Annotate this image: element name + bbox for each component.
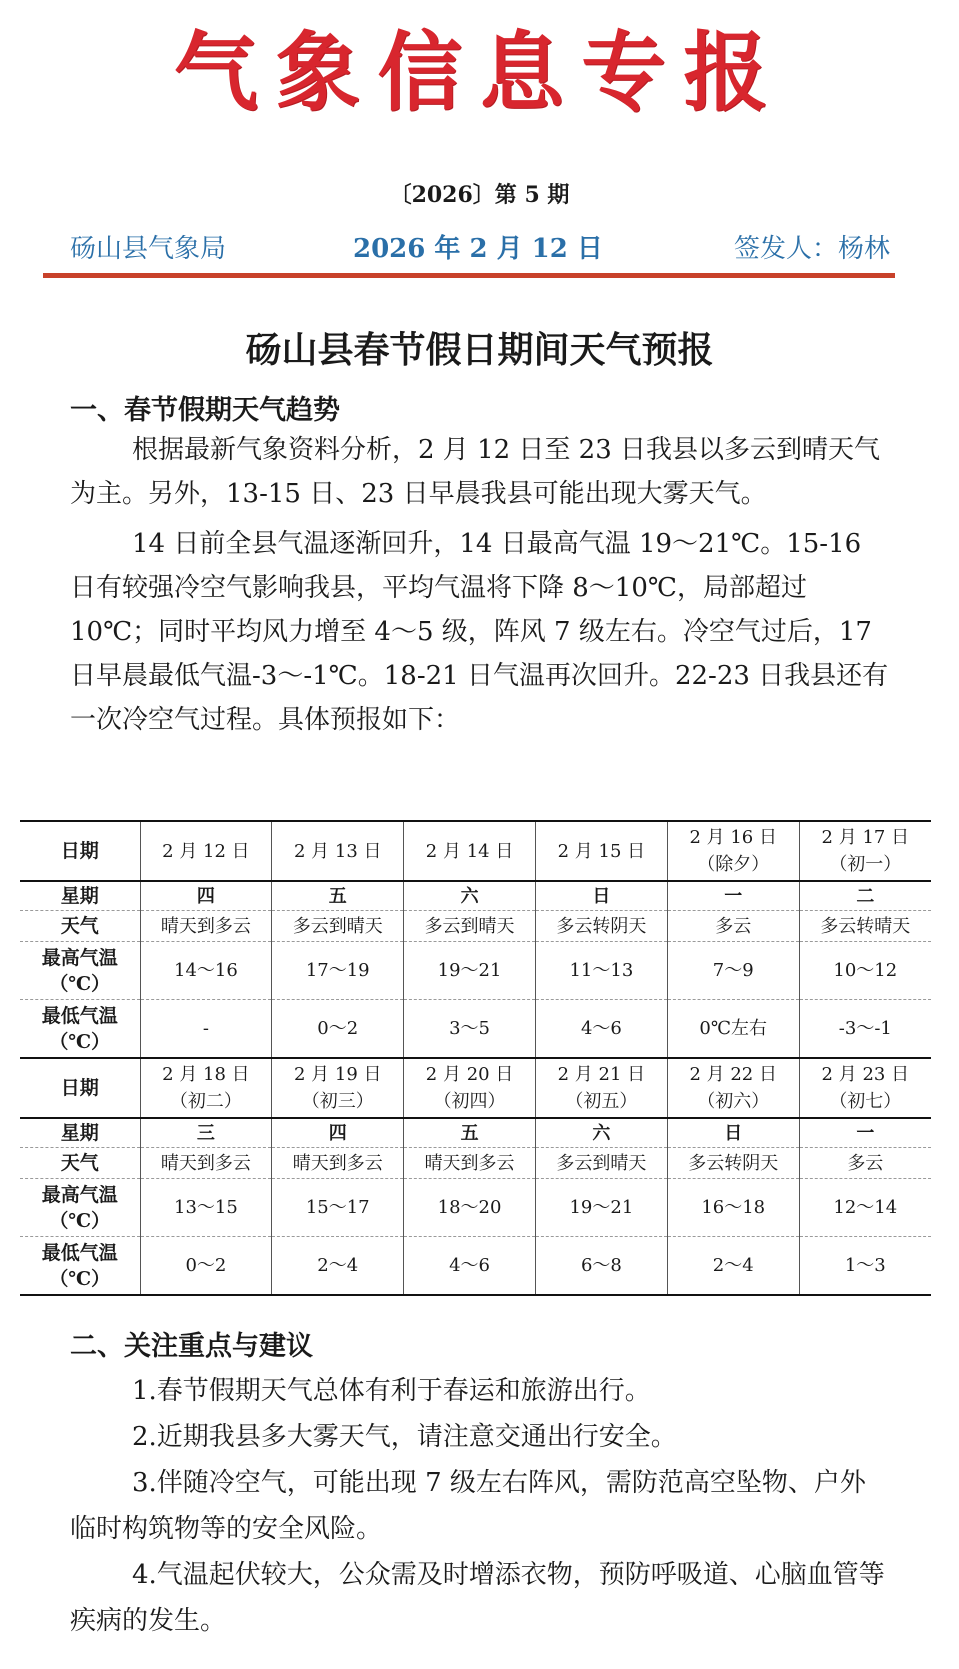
row-label-weekday: 星期 xyxy=(20,1118,140,1148)
weather-cell: 多云转阴天 xyxy=(535,911,667,942)
date-cell: 2 月 23 日 （初七） xyxy=(799,1058,931,1118)
table-row-weekday-2 xyxy=(20,1118,931,1148)
low-temp-cell: - xyxy=(140,1000,272,1059)
suggestion-item: 2.近期我县多大雾天气，请注意交通出行安全。 xyxy=(132,1422,677,1452)
row-label-low: 最低气温 （℃） xyxy=(20,1000,140,1059)
low-temp-cell: 0℃左右 xyxy=(667,1000,799,1059)
row-label-weather: 天气 xyxy=(20,1148,140,1179)
date-cell: 2 月 17 日 （初一） xyxy=(799,821,931,881)
row-label-high: 最高气温 （℃） xyxy=(20,942,140,1000)
high-temp-cell: 11～13 xyxy=(535,942,667,1000)
date-cell: 2 月 18 日 （初二） xyxy=(140,1058,272,1118)
issuing-org: 砀山县气象局 xyxy=(70,234,227,264)
row-label-low: 最低气温 （℃） xyxy=(20,1237,140,1296)
suggestion-item: 3.伴随冷空气，可能出现 7 级左右阵风，需防范高空坠物、户外临时构筑物等的安全风险。 xyxy=(70,1468,866,1544)
weekday-cell: 六 xyxy=(404,881,536,911)
info-line xyxy=(70,228,890,262)
date-cell: 2 月 13 日 xyxy=(272,821,404,881)
row-label-date: 日期 xyxy=(20,1058,140,1118)
high-temp-cell: 12～14 xyxy=(799,1179,931,1237)
high-temp-cell: 15～17 xyxy=(272,1179,404,1237)
masthead-title: 气象信息专报 xyxy=(173,22,786,123)
header-divider xyxy=(43,273,895,278)
signer: 签发人：杨林 xyxy=(733,234,890,264)
table-row-low-1 xyxy=(20,1000,931,1059)
weekday-cell: 五 xyxy=(272,881,404,911)
date-cell: 2 月 14 日 xyxy=(404,821,536,881)
weather-cell: 晴天到多云 xyxy=(140,911,272,942)
weekday-cell: 二 xyxy=(799,881,931,911)
table-row-dates-2 xyxy=(20,1058,931,1118)
row-label-date: 日期 xyxy=(20,821,140,881)
weather-cell: 多云 xyxy=(667,911,799,942)
weekday-cell: 一 xyxy=(667,881,799,911)
weather-cell: 多云转晴天 xyxy=(799,911,931,942)
suggestion-item: 1.春节假期天气总体有利于春运和旅游出行。 xyxy=(132,1376,651,1406)
weather-cell: 多云 xyxy=(799,1148,931,1179)
section-1-heading: 一、春节假期天气趋势 xyxy=(70,395,340,426)
low-temp-cell: 2～4 xyxy=(272,1237,404,1296)
table-row-high-1 xyxy=(20,942,931,1000)
table-row-high-2 xyxy=(20,1179,931,1237)
table-row-weekday-1 xyxy=(20,881,931,911)
document-title: 砀山县春节假日期间天气预报 xyxy=(245,329,714,371)
low-temp-cell: 6～8 xyxy=(535,1237,667,1296)
table-row-low-2 xyxy=(20,1237,931,1296)
low-temp-cell: 0～2 xyxy=(140,1237,272,1296)
date-cell: 2 月 12 日 xyxy=(140,821,272,881)
suggestion-item: 4.气温起伏较大，公众需及时增添衣物，预防呼吸道、心脑血管等疾病的发生。 xyxy=(70,1560,885,1636)
suggestions-list xyxy=(70,1368,890,1644)
high-temp-cell: 18～20 xyxy=(404,1179,536,1237)
high-temp-cell: 19～21 xyxy=(535,1179,667,1237)
high-temp-cell: 14～16 xyxy=(140,942,272,1000)
weather-cell: 多云到晴天 xyxy=(535,1148,667,1179)
high-temp-cell: 7～9 xyxy=(667,942,799,1000)
high-temp-cell: 13～15 xyxy=(140,1179,272,1237)
weekday-cell: 日 xyxy=(667,1118,799,1148)
weekday-cell: 三 xyxy=(140,1118,272,1148)
high-temp-cell: 10～12 xyxy=(799,942,931,1000)
paragraph-temperature: 14 日前全县气温逐渐回升，14 日最高气温 19～21℃。15-16 日有较强冷空气影响我县，平均气温将下降 8～10℃，局部超过 10℃；同时平均风力增至 4～5 级，阵风 7 级左右。冷空气过后，17 日早晨最低气温-3～-1℃。18-21 日气温再次回升。22-23 日我县还有一次冷空气过程。具体预报如下： xyxy=(70,529,889,735)
paragraph-trend: 根据最新气象资料分析，2 月 12 日至 23 日我县以多云到晴天气为主。另外，13-15 日、23 日早晨我县可能出现大雾天气。 xyxy=(70,435,881,509)
weather-cell: 晴天到多云 xyxy=(140,1148,272,1179)
weekday-cell: 六 xyxy=(535,1118,667,1148)
date-cell: 2 月 15 日 xyxy=(535,821,667,881)
date-cell: 2 月 20 日 （初四） xyxy=(404,1058,536,1118)
low-temp-cell: 1～3 xyxy=(799,1237,931,1296)
date-cell: 2 月 21 日 （初五） xyxy=(535,1058,667,1118)
date-cell: 2 月 22 日 （初六） xyxy=(667,1058,799,1118)
weekday-cell: 四 xyxy=(140,881,272,911)
weather-cell: 晴天到多云 xyxy=(404,1148,536,1179)
date-cell: 2 月 19 日 （初三） xyxy=(272,1058,404,1118)
weekday-cell: 四 xyxy=(272,1118,404,1148)
high-temp-cell: 17～19 xyxy=(272,942,404,1000)
weekday-cell: 一 xyxy=(799,1118,931,1148)
high-temp-cell: 16～18 xyxy=(667,1179,799,1237)
high-temp-cell: 19～21 xyxy=(404,942,536,1000)
forecast-table xyxy=(20,820,931,1296)
weekday-cell: 日 xyxy=(535,881,667,911)
weather-cell: 多云到晴天 xyxy=(272,911,404,942)
row-label-weather: 天气 xyxy=(20,911,140,942)
table-row-weather-2 xyxy=(20,1148,931,1179)
table-row-weather-1 xyxy=(20,911,931,942)
low-temp-cell: 4～6 xyxy=(535,1000,667,1059)
row-label-high: 最高气温 （℃） xyxy=(20,1179,140,1237)
issue-number: 〔2026〕第 5 期 xyxy=(389,182,570,208)
weather-cell: 多云转阴天 xyxy=(667,1148,799,1179)
weather-cell: 晴天到多云 xyxy=(272,1148,404,1179)
section-2-heading: 二、关注重点与建议 xyxy=(70,1331,313,1362)
low-temp-cell: 0～2 xyxy=(272,1000,404,1059)
low-temp-cell: 3～5 xyxy=(404,1000,536,1059)
low-temp-cell: 2～4 xyxy=(667,1237,799,1296)
date-cell: 2 月 16 日 （除夕） xyxy=(667,821,799,881)
issue-date: 2026 年 2 月 12 日 xyxy=(353,234,603,264)
row-label-weekday: 星期 xyxy=(20,881,140,911)
table-row-dates-1 xyxy=(20,821,931,881)
low-temp-cell: -3～-1 xyxy=(799,1000,931,1059)
section-1-body xyxy=(70,428,890,742)
low-temp-cell: 4～6 xyxy=(404,1237,536,1296)
weather-cell: 多云到晴天 xyxy=(404,911,536,942)
weekday-cell: 五 xyxy=(404,1118,536,1148)
